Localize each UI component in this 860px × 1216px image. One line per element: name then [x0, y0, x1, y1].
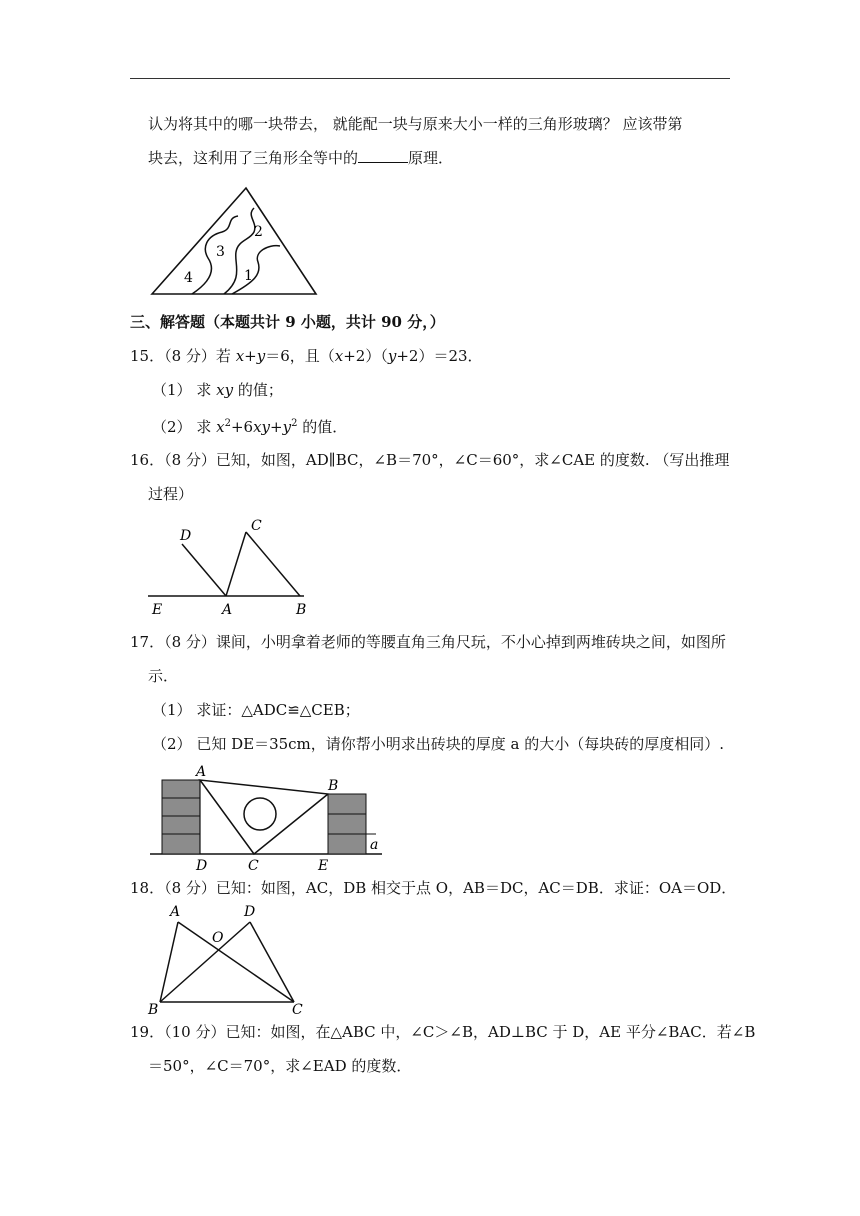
fig-label-2: 2 [254, 224, 263, 240]
q17-part2: （2） 已知 DE＝35cm，请你帮小明求出砖块的厚度 a 的大小（每块砖的厚度相同）. [152, 735, 725, 753]
q16-line2: 过程） [148, 485, 194, 503]
q18-line1: 18．（8 分）已知：如图，AC，DB 相交于点 O，AB＝DC，AC＝DB．求证：OA＝OD． [130, 879, 737, 897]
label-A: A [196, 764, 207, 780]
label-C: C [251, 518, 262, 534]
q17-figure [150, 762, 390, 874]
q14-line1: 认为将其中的哪一块带去， 就能配一块与原来大小一样的三角形玻璃？ 应该带第 [148, 115, 683, 133]
q15-stem: 15．（8 分）若 x+y＝6，且（x+2）（y+2）＝23． [130, 347, 483, 365]
label-O: O [212, 930, 224, 946]
fig-label-1: 1 [244, 268, 253, 284]
q17-line1: 17．（8 分）课间，小明拿着老师的等腰直角三角尺玩，不小心掉到两堆砖块之间，如图所 [130, 633, 726, 651]
label-B: B [148, 1002, 159, 1018]
header-rule [130, 78, 730, 79]
label-C: C [248, 858, 259, 874]
label-E: E [152, 602, 163, 618]
q15-part2: （2） 求 $x^2+6xy+y^2$ 的值． [152, 418, 348, 436]
label-A: A [170, 904, 181, 920]
left-brick-stack [162, 780, 200, 854]
label-E: E [318, 858, 329, 874]
q19-line2: ＝50°，∠C＝70°，求∠EAD 的度数． [148, 1057, 412, 1075]
q14-line2: 块去，这利用了三角形全等中的 原理． [148, 149, 454, 167]
label-B: B [296, 602, 307, 618]
q16-line1: 16．（8 分）已知，如图，AD∥BC，∠B＝70°，∠C＝60°，求∠CAE 的度数. （写出推理 [130, 451, 730, 469]
section-title: 三、解答题（本题共计 9 小题，共计 90 分，） [130, 313, 445, 331]
q16-figure [146, 514, 316, 618]
label-D: D [196, 858, 208, 874]
fig-label-3: 3 [216, 244, 225, 260]
q15-part1: （1） 求 xy 的值； [152, 381, 283, 399]
label-D: D [244, 904, 256, 920]
answer-blank [358, 148, 408, 163]
label-a: a [370, 837, 379, 853]
q19-line1: 19．（10 分）已知：如图，在△ABC 中，∠C＞∠B，AD⊥BC 于 D，AE 平分∠BAC．若∠B [130, 1023, 756, 1041]
label-C: C [292, 1002, 303, 1018]
fig-label-4: 4 [184, 270, 193, 286]
q18-figure [146, 902, 310, 1018]
q17-line2: 示． [148, 667, 179, 685]
label-A: A [222, 602, 233, 618]
label-D: D [180, 528, 192, 544]
right-brick-stack [328, 794, 366, 854]
q14-figure [150, 186, 320, 298]
q17-part1: （1） 求证：△ADC≌△CEB； [152, 701, 360, 719]
label-B: B [328, 778, 339, 794]
